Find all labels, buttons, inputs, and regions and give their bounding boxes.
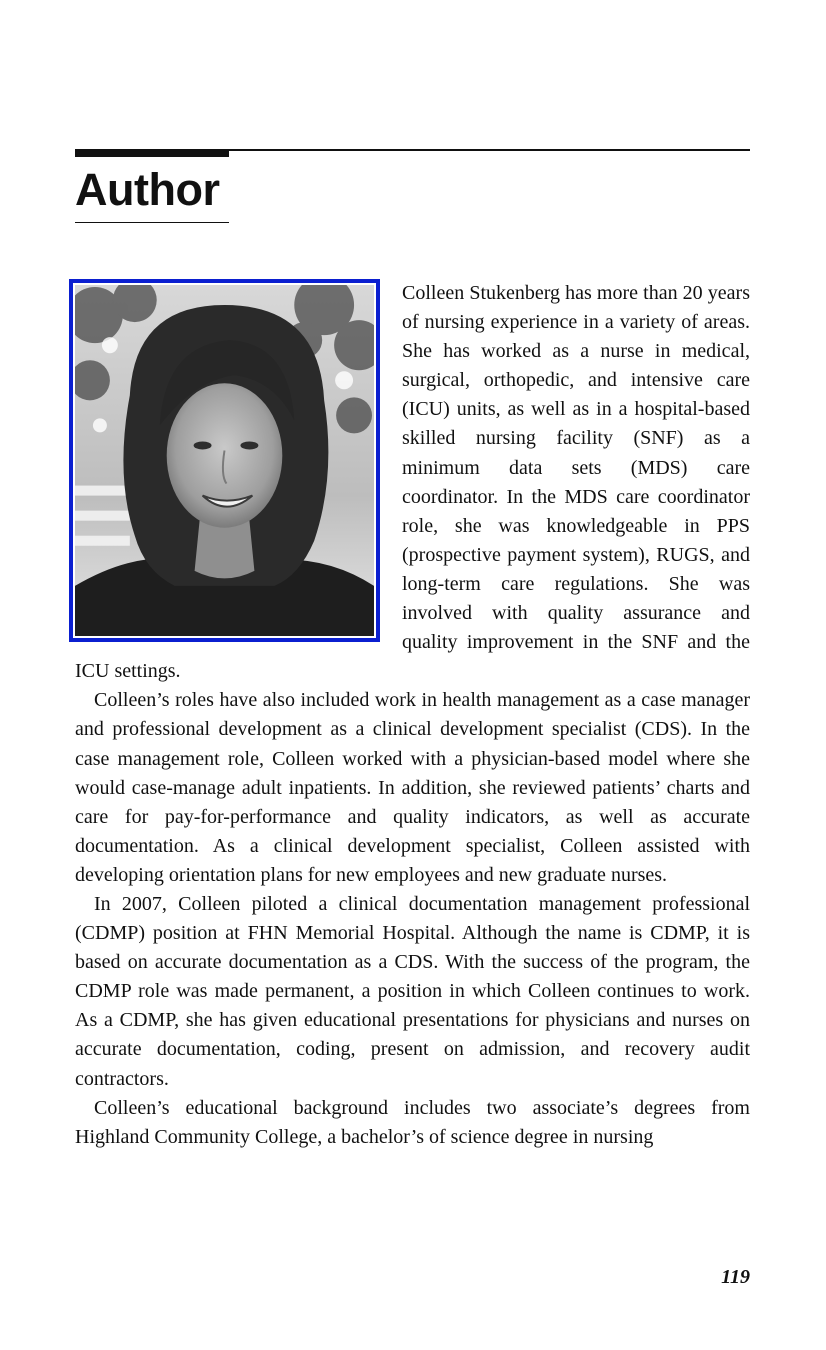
heading-bar — [75, 149, 229, 157]
page-heading: Author — [75, 164, 220, 215]
bio-paragraph-3: In 2007, Colleen piloted a clinical documentation management professional (CDMP) position at FHN Memorial Hospital. Although the name is CDMP, it is based on accurate documentation as a CDS. With the success of the program, the CDMP role was made permanent, a position in which Colleen continues to work. As a CDMP, she has given educational presentations for physicians and nurses on accurate documentation, coding, present on admission, and recovery audit contractors. — [75, 892, 750, 1090]
page-number: 119 — [721, 1266, 750, 1288]
author-bio — [75, 279, 750, 1152]
bio-paragraph-2: Colleen’s roles have also included work in health management as a case manager and professional development as a clinical development specialist (CDS). In the case management role, Colleen worked with a physician-based model where she would case-manage adult inpatients. In addition, she reviewed patients’ charts and care for pay-for-performance and quality indicators, as well as accurate documentation. As a clinical development specialist, Colleen assisted with developing orientation plans for new employees and new graduate nurses. — [75, 689, 750, 886]
bio-paragraph-1: Colleen Stukenberg has more than 20 years of nursing experience in a variety of areas. She has worked as a nurse in medical, surgical, orthopedic, and intensive care (ICU) units, as well as in a hospital-based skilled nursing facility (SNF) as a minimum data sets (MDS) care coordinator. In the MDS care coordinator role, she was knowledgeable in PPS (prospective payment system), RUGS, and long-term care regulations. She was involved with quality assurance and quality improvement in the SNF and the ICU settings. — [75, 282, 750, 683]
author-photo — [69, 279, 380, 642]
bio-paragraph-4: Colleen’s educational background includes two associate’s degrees from Highland Community College, a bachelor’s of science degree in nursing — [75, 1096, 750, 1148]
author-portrait-image — [75, 285, 374, 636]
heading-underline — [75, 222, 229, 223]
